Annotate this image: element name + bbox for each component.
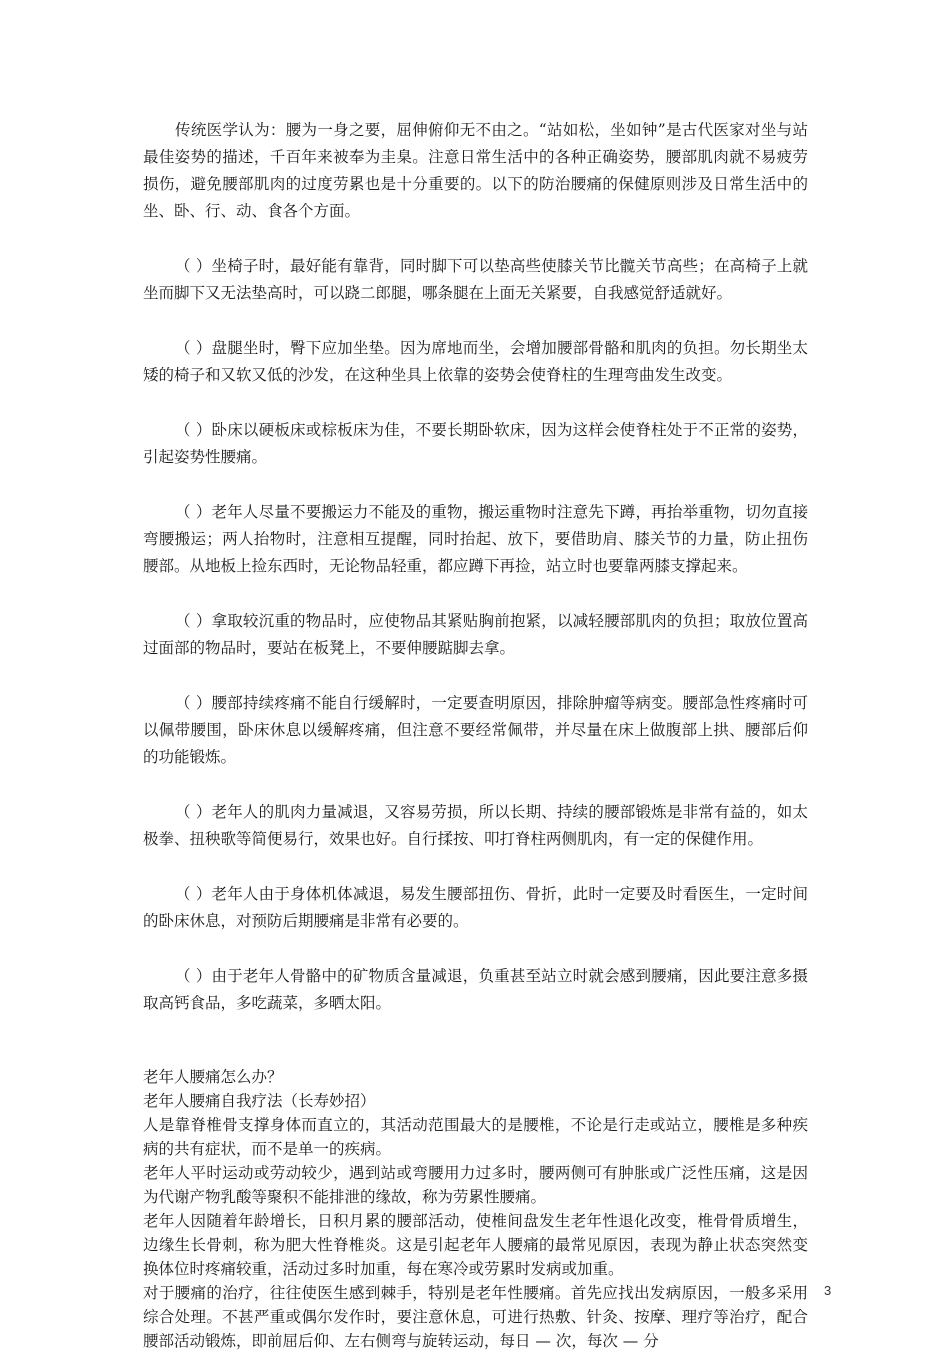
tip-paragraph-injury: （ ）老年人由于身体机体减退，易发生腰部扭伤、骨折，此时一定要及时看医生，一定时间的卧床休息，对预防后期腰痛是非常有必要的。 [143, 885, 808, 930]
body-line-degeneration: 老年人因随着年龄增长，日积月累的腰部活动，使椎间盘发生老年性退化改变，椎骨骨质增生，边缘生长骨刺，称为肥大性脊椎炎。这是引起老年人腰痛的最常见原因，表现为静止状态突然变换体位时疼痛较重，活动过多时加重，每在寒冷或劳累时发病或加重。 [143, 1212, 808, 1278]
section-question: 老年人腰痛怎么办？ [143, 1068, 283, 1086]
tip-paragraph-bed: （ ）卧床以硬板床或棕板床为佳，不要长期卧软床，因为这样会使脊柱处于不正常的姿势，引起姿势性腰痛。 [143, 421, 808, 466]
tip-paragraph-lifting: （ ）老年人尽量不要搬运力不能及的重物，搬运重物时注意先下蹲，再抬举重物，切勿直接弯腰搬运；两人抬物时，注意相互提醒，同时抬起、放下，要借助肩、膝关节的力量，防止扭伤腰部。从地板上捡东西时，无论物品轻重，都应蹲下再捡，站立时也要靠两膝支撑起来。 [143, 503, 808, 575]
section-subtitle: 老年人腰痛自我疗法（长寿妙招） [143, 1092, 376, 1110]
tip-paragraph-carrying: （ ）拿取较沉重的物品时，应使物品其紧贴胸前抱紧，以减轻腰部肌肉的负担；取放位置高过面部的物品时，要站在板凳上，不要伸腰踮脚去拿。 [143, 612, 808, 657]
intro-paragraph: 传统医学认为：腰为一身之要，屈伸俯仰无不由之。“站如松，坐如钟”是古代医家对坐与站最佳姿势的描述，千百年来被奉为圭臬。注意日常生活中的各种正确姿势，腰部肌肉就不易疲劳损伤，避免腰部肌肉的过度劳累也是十分重要的。以下的防治腰痛的保健原则涉及日常生活中的坐、卧、行、动、食各个方面。 [143, 121, 808, 220]
page-number: 3 [824, 1283, 832, 1298]
tip-paragraph-cross-legged: （ ）盘腿坐时，臀下应加坐垫。因为席地而坐，会增加腰部骨骼和肌肉的负担。勿长期坐太矮的椅子和又软又低的沙发，在这种坐具上依靠的姿势会使脊柱的生理弯曲发生改变。 [143, 339, 808, 384]
body-line-treatment: 对于腰痛的治疗，往往使医生感到棘手，特别是老年性腰痛。首先应找出发病原因，一般多采用综合处理。不甚严重或偶尔发作时，要注意休息，可进行热敷、针灸、按摩、理疗等治疗，配合腰部活动锻炼，即前屈后仰、左右侧弯与旋转运动，每日 — 次，每次 — 分 [143, 1284, 808, 1350]
section-gap [143, 1045, 808, 1065]
body-line-spine: 人是靠脊椎骨支撑身体而直立的，其活动范围最大的是腰椎，不论是行走或站立，腰椎是多种疾病的共有症状，而不是单一的疾病。 [143, 1116, 808, 1158]
tip-paragraph-calcium: （ ）由于老年人骨骼中的矿物质含量减退，负重甚至站立时就会感到腰痛，因此要注意多摄取高钙食品，多吃蔬菜，多晒太阳。 [143, 967, 808, 1012]
tip-paragraph-exercise: （ ）老年人的肌肉力量减退，又容易劳损，所以长期、持续的腰部锻炼是非常有益的，如太极拳、扭秧歌等简便易行，效果也好。自行揉按、叩打脊柱两侧肌肉，有一定的保健作用。 [143, 803, 808, 848]
page-content [143, 117, 808, 1353]
body-line-fatigue: 老年人平时运动或劳动较少，遇到站或弯腰用力过多时，腰两侧可有肿胀或广泛性压痛，这是因为代谢产物乳酸等聚积不能排泄的缘故，称为劳累性腰痛。 [143, 1164, 808, 1206]
tip-paragraph-sitting: （ ）坐椅子时，最好能有靠背，同时脚下可以垫高些使膝关节比髋关节高些；在高椅子上就坐而脚下又无法垫高时，可以跷二郎腿，哪条腿在上面无关紧要，自我感觉舒适就好。 [143, 257, 808, 302]
tip-paragraph-persistent-pain: （ ）腰部持续疼痛不能自行缓解时，一定要查明原因，排除肿瘤等病变。腰部急性疼痛时可以佩带腰围，卧床休息以缓解疼痛，但注意不要经常佩带，并尽量在床上做腹部上拱、腰部后仰的功能锻炼。 [143, 694, 808, 766]
